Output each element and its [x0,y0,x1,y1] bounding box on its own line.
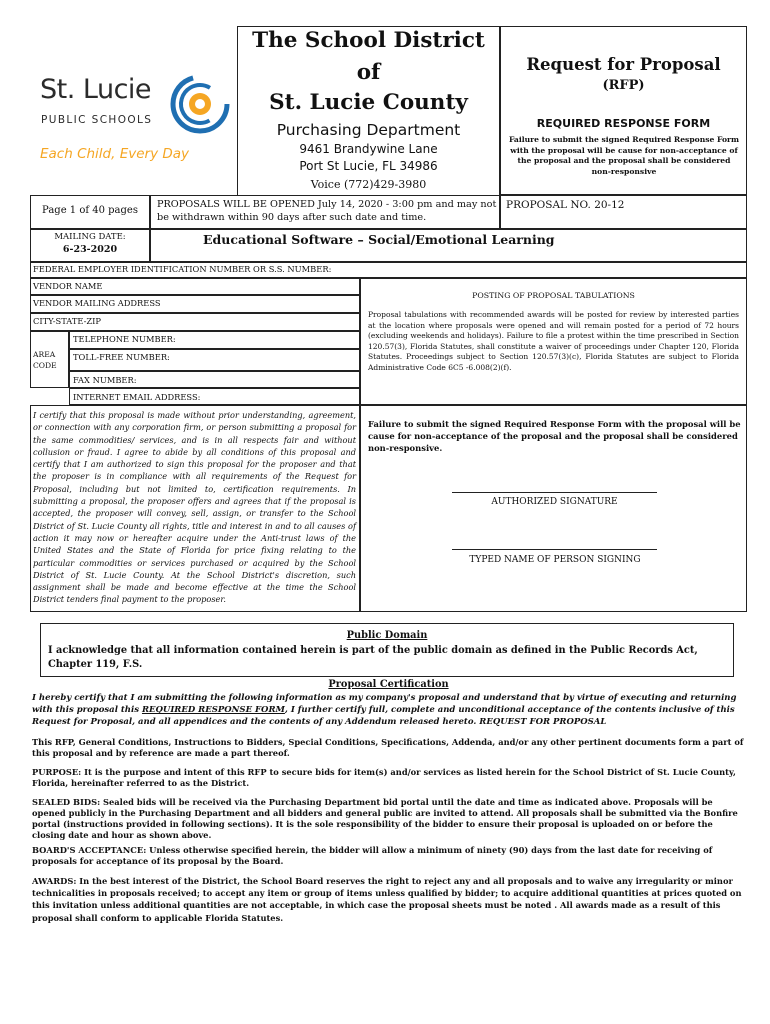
posting-body: Proposal tabulations with recommended awards will be posted for review by interested parties at the location where proposals were opened and will remain posted for a period of 72 hours (excluding weekends and holidays). Failure to file a protest within the time prescribed in Section 120.57(3), Florida Statutes, shall constitute a waiver of proceedings under Chapter 120, Florida Statutes. Proceedings subject to Section 120.57(3)(c), Florida Statutes are subject to Florida Administrative Code 6C5 -6.008(2)(f). [368,310,739,372]
area-code-label-1: AREA [33,350,56,359]
area-code-label-2: CODE [33,361,57,370]
proposal-cert-emphasis: REQUIRED RESPONSE FORM [141,705,285,716]
proposal-cert-text [32,692,744,729]
mailing-date: 6-23-2020 [62,244,118,255]
rfp-title: Request for Proposal [526,55,721,74]
logo-subtitle: PUBLIC SCHOOLS [41,114,153,126]
purpose-paragraph: PURPOSE: It is the purpose and intent of this RFP to secure bids for item(s) and/or services as listed herein for the School District of St. Lucie County, Florida, hereinafter referred to as the District. [32,767,736,788]
mailing-date-label: MAILING DATE: [54,232,126,242]
response-form-note: Failure to submit the signed Required Response Form with the proposal will be cause for non-acceptance of the proposal and the proposal shall be considered non-responsive [508,135,740,176]
certification-text: I certify that this proposal is made without prior understanding, agreement, or connection with any corporation firm, or person submitting a proposal for the same commodities/ services, and is in all respects fair and without collusion or fraud. I agree to abide by all conditions of this proposal and certify that I am authorized to sign this proposal for the proposer and that the proposer is in compliance with all requirements of the Request for Proposal, including but not limited to, certification requirements. In submitting a proposal, the proposer offers and agrees that if the proposal is accepted, the proposer will convey, sell, assign, or transfer to the School District of St. Lucie County all rights, title and interest in and to all causes of action it may now or hereafter acquire under the Anti-trust laws of the United States and the State of Florida for price fixing relating to the particular commodities or services purchased or acquired by the School District of St. Lucie County. At the School District's discretion, such assignment shall be made and become effective at the time the School District tenders final payment to the proposer. [33,410,356,605]
public-domain-title: Public Domain [346,630,428,641]
sealed-bids-paragraph: SEALED BIDS: Sealed bids will be received via the Purchasing Department bid portal until the date and time as indicated above. Proposals will be opened publicly in the Purchasing Department and all bidders and general public are invited to attend. All proposals shall be submitted via the Bonfire portal (instructions provided in following sections). It is the sole responsibility of the bidder to ensure their proposal is uploaded on or before the closing date and hour as shown above. [32,797,738,840]
city-state-zip-label: CITY-STATE-ZIP [33,316,102,326]
logo-name: St. Lucie [40,74,152,105]
posting-title: POSTING OF PROPOSAL TABULATIONS [472,291,635,300]
district-logo [36,70,236,170]
logo-tagline: Each Child, Every Day [40,146,190,162]
vendor-mailing-label: VENDOR MAILING ADDRESS [33,298,161,308]
opening-text: PROPOSALS WILL BE OPENED July 14, 2020 - 3:00 pm and may not be withdrawn within 90 days after such date and time. [157,199,497,223]
sun-swirl-icon [162,74,232,144]
typed-name-line[interactable] [452,549,657,550]
failure-note: Failure to submit the signed Required Response Form with the proposal will be cause for non-acceptance of the proposal and the proposal shall be considered non-responsive. [368,419,741,454]
district-title-1: The School District [252,28,485,53]
fein-label: FEDERAL EMPLOYER IDENTIFICATION NUMBER OR S.S. NUMBER: [33,264,332,274]
fax-label: FAX NUMBER: [73,375,137,385]
proposal-cert-text-part2: , I further certify full, complete and unconditional acceptance of the contents inclusive of this Request for Proposal, and all appendices and the contents of any Addendum released hereto. REQUEST FOR PROPOSAL [32,705,735,728]
proposal-number: PROPOSAL NO. 20-12 [506,199,625,211]
public-domain-text: I acknowledge that all information contained herein is part of the public domain as defined in the Public Records Act, Chapter 119, F.S. [48,645,698,670]
rfp-abbrev: (RFP) [602,78,645,93]
telephone-label: TELEPHONE NUMBER: [73,334,176,344]
district-title-3: St. Lucie County [269,90,468,115]
awards-paragraph: AWARDS: In the best interest of the District, the School Board reserves the right to reject any and all proposals and to waive any irregularity or minor technicalities in proposals received; to accept any item or group of items unless qualified by bidder; to acquire additional quantities at prices quoted on this invitation unless additional quantities are not acceptable, in which case the proposal sheets must be noted . All awards made as a result of this proposal shall conform to applicable Florida Statutes. [32,876,742,923]
phone-number: Voice (772)429-3980 [310,178,427,191]
address-line-2: Port St Lucie, FL 34986 [299,159,438,173]
rfp-subject: Educational Software – Social/Emotional Learning [203,232,555,247]
typed-name-label: TYPED NAME OF PERSON SIGNING [469,555,641,565]
email-label: INTERNET EMAIL ADDRESS: [73,392,201,402]
rfp-conditions-paragraph: This RFP, General Conditions, Instructions to Bidders, Special Conditions, Specifications, Addenda, and/or any other pertinent documents form a part of this proposal and by reference are made a part thereof. [32,737,744,758]
signature-label: AUTHORIZED SIGNATURE [491,497,618,507]
page-count: Page 1 of 40 pages [42,205,138,216]
department-name: Purchasing Department [276,121,461,139]
district-title-2: of [356,60,381,85]
response-form-title: REQUIRED RESPONSE FORM [536,117,711,130]
vendor-name-label: VENDOR NAME [33,281,103,291]
proposal-cert-text-part1: I hereby certify that I am submitting the following information as my company's proposal and understand that by virtue of executing and returning with this proposal this [32,693,737,716]
board-acceptance-paragraph: BOARD'S ACCEPTANCE: Unless otherwise specified herein, the bidder will allow a minimum of ninety (90) days from the last date for receiving of proposals for acceptance of its proposal by the Board. [32,845,713,866]
area-code-field[interactable] [30,331,69,388]
toll-free-label: TOLL-FREE NUMBER: [73,352,170,362]
signature-line[interactable] [452,492,657,493]
address-line-1: 9461 Brandywine Lane [299,142,438,156]
proposal-cert-title: Proposal Certification [328,679,449,690]
